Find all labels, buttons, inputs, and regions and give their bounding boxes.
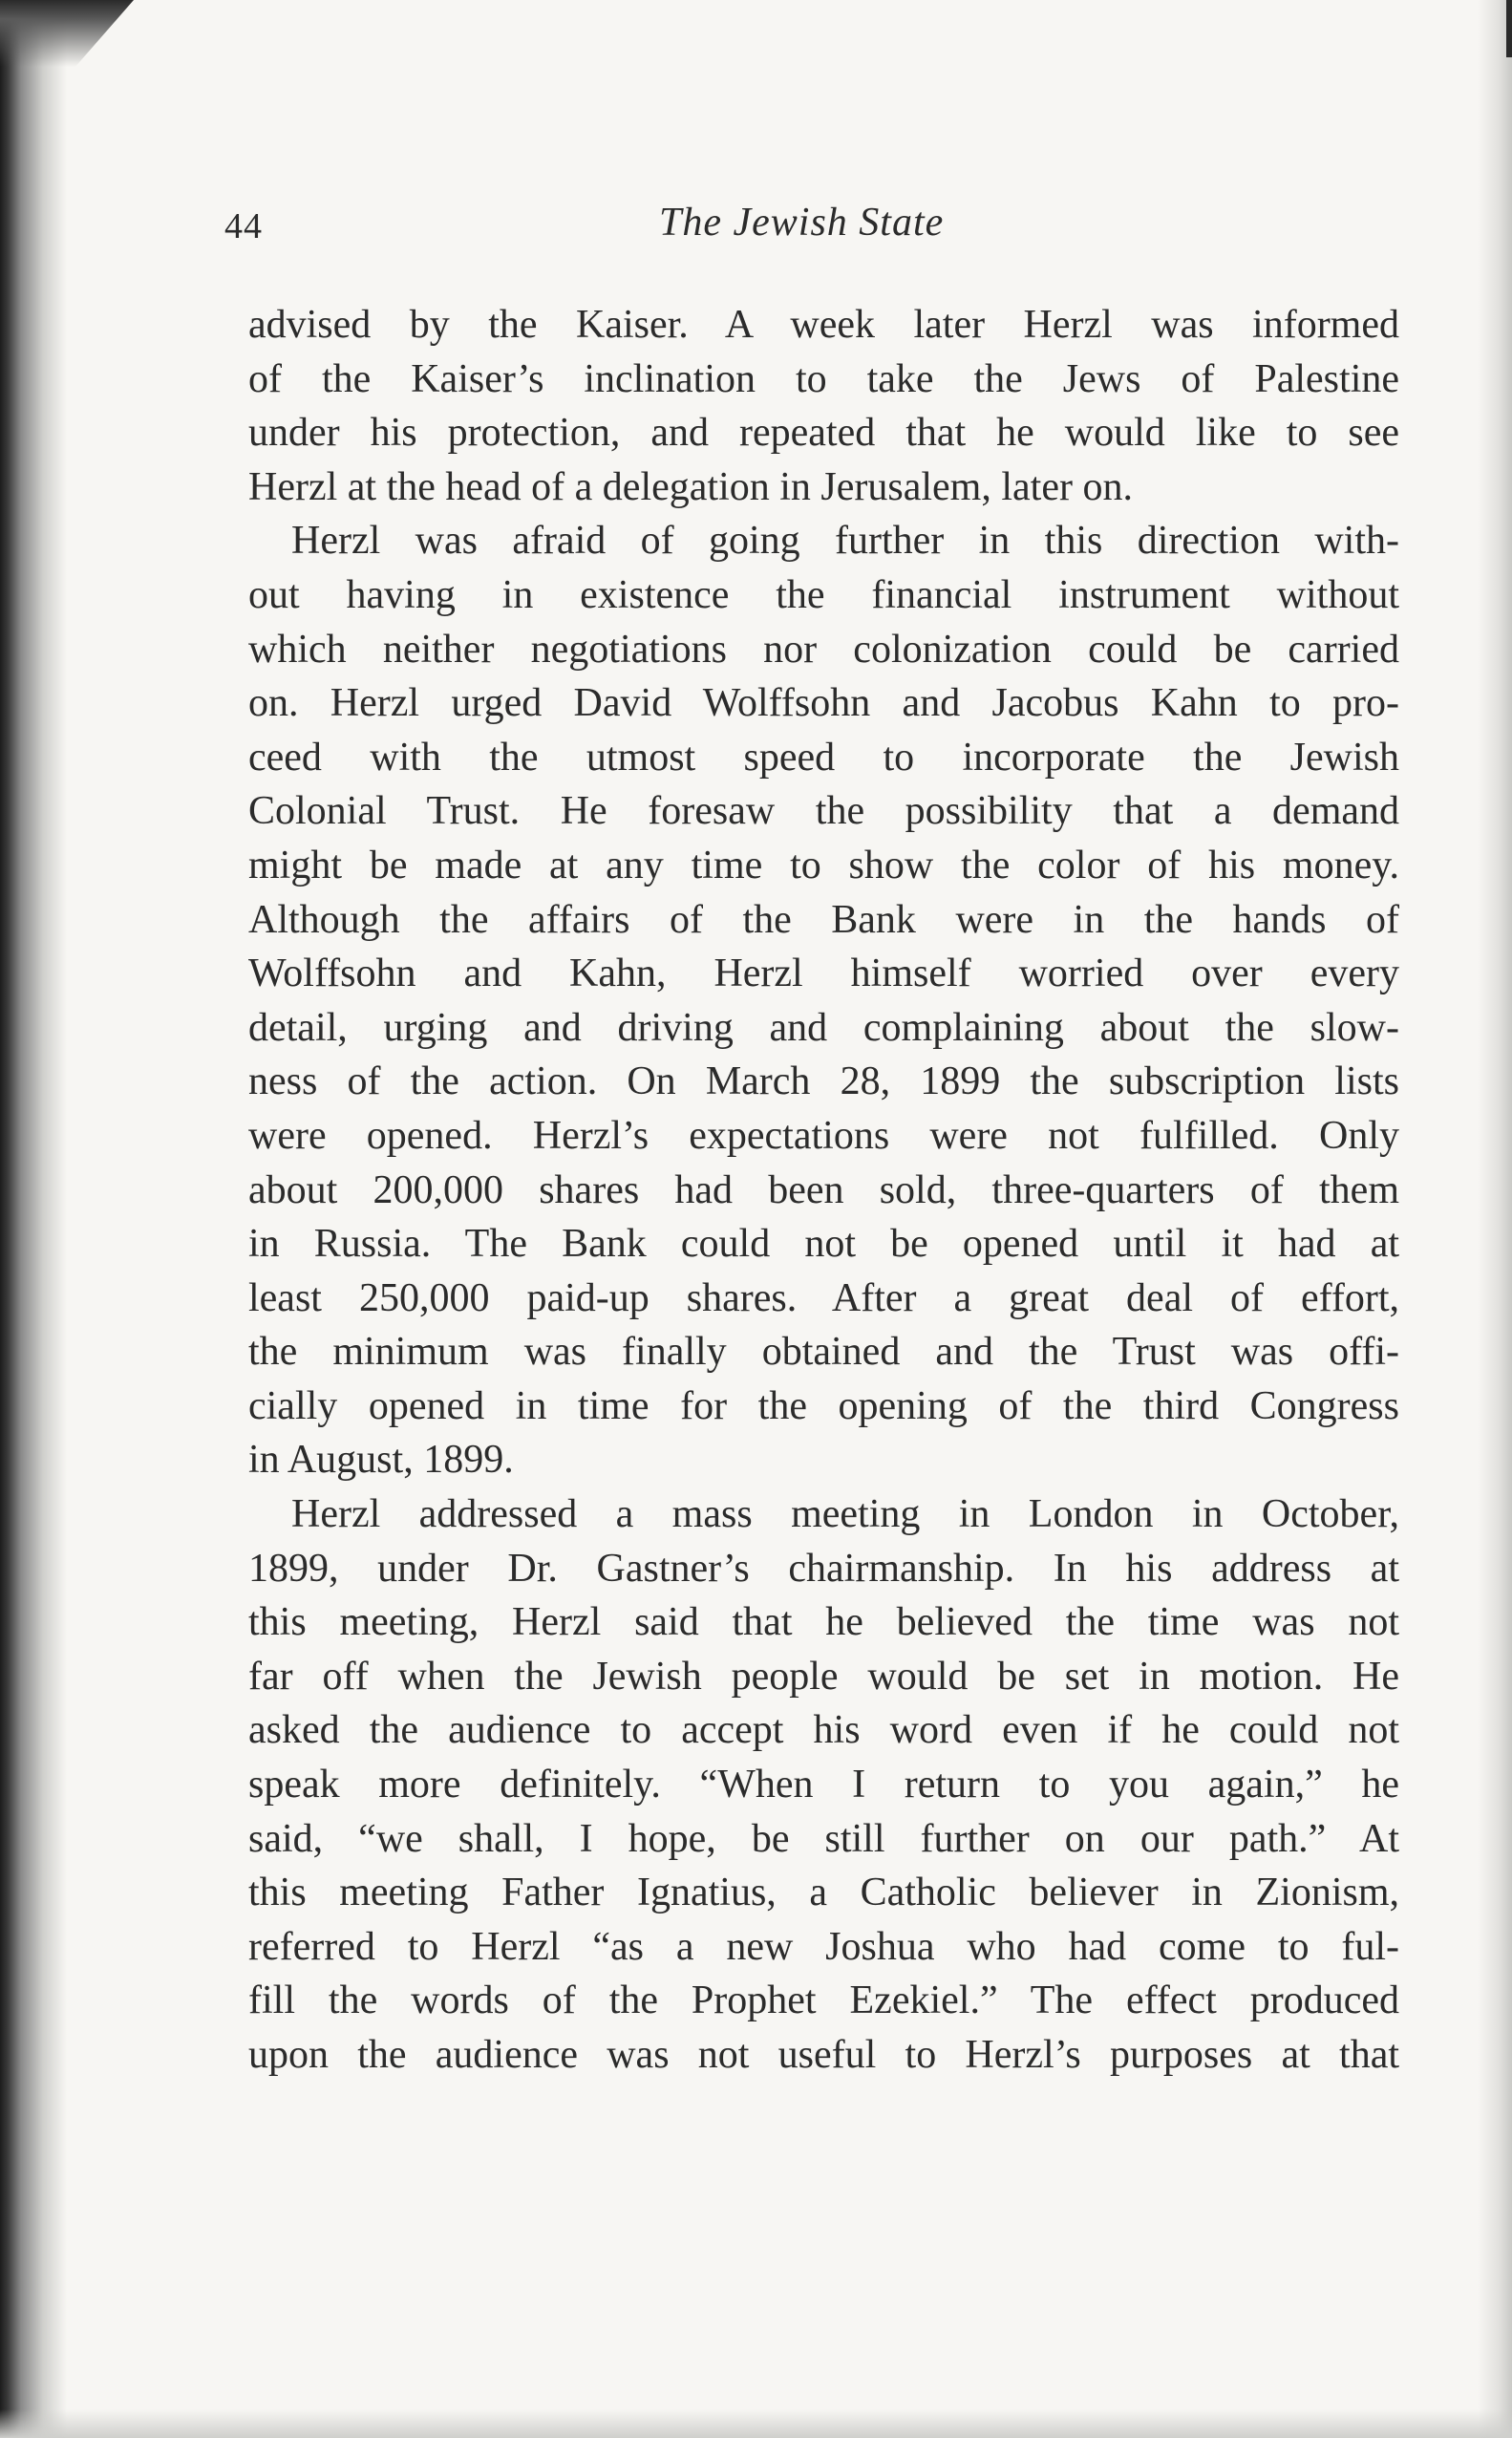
text-line: in Russia. The Bank could not be opened until it had at: [248, 1222, 1399, 1267]
text-line: this meeting Father Ignatius, a Catholic believer in Zionism,: [248, 1871, 1399, 1915]
text-line: Wolffsohn and Kahn, Herzl himself worried over every: [248, 952, 1399, 996]
text-line: under his protection, and repeated that he would like to see: [248, 411, 1399, 456]
text-line: were opened. Herzl’s expectations were not fulfilled. Only: [248, 1113, 1399, 1158]
text-line: Although the affairs of the Bank were in the hands of: [248, 897, 1399, 942]
text-line: fill the words of the Prophet Ezekiel.” The effect produced: [248, 1978, 1399, 2023]
text-line: Herzl addressed a mass meeting in London in October,: [291, 1492, 1399, 1537]
text-line: might be made at any time to show the color of his money.: [248, 843, 1399, 888]
text-line: of the Kaiser’s inclination to take the Jews of Palestine: [248, 356, 1399, 401]
text-line: Herzl at the head of a delegation in Jerusalem, later on.: [248, 464, 1133, 509]
text-line: ceed with the utmost speed to incorporate the Jewish: [248, 735, 1399, 780]
text-line: 1899, under Dr. Gastner’s chairmanship. In his address at: [248, 1546, 1399, 1591]
paragraph-2: [248, 514, 1399, 1487]
text-line: speak more definitely. “When I return to you again,” he: [248, 1763, 1399, 1807]
text-line: about 200,000 shares had been sold, three-quarters of them: [248, 1167, 1399, 1212]
binding-shadow: [0, 0, 67, 2438]
page-number: 44: [224, 206, 263, 246]
text-line: out having in existence the financial instrument without: [248, 572, 1399, 617]
text-line: which neither negotiations nor colonization could be carried: [248, 627, 1399, 672]
text-line: asked the audience to accept his word even if he could not: [248, 1708, 1399, 1753]
text-line: referred to Herzl “as a new Joshua who had come to ful-: [248, 1924, 1399, 1969]
text-line: on. Herzl urged David Wolffsohn and Jacobus Kahn to pro-: [248, 681, 1399, 726]
running-title: The Jewish State: [659, 201, 945, 245]
page-header: [224, 196, 1399, 253]
text-line: this meeting, Herzl said that he believed the time was not: [248, 1600, 1399, 1645]
text-line: far off when the Jewish people would be set in motion. He: [248, 1654, 1399, 1699]
text-line: advised by the Kaiser. A week later Herzl was informed: [248, 303, 1399, 347]
body-text: [248, 298, 1399, 2083]
text-line: detail, urging and driving and complaining about the slow-: [248, 1005, 1399, 1050]
paragraph-3: [248, 1487, 1399, 2083]
page-bottom-edge: [0, 2409, 1512, 2438]
paragraph-1: [248, 298, 1399, 514]
text-line: the minimum was finally obtained and the Trust was offi-: [248, 1330, 1399, 1375]
page-edge: [1478, 0, 1512, 2438]
text-line: upon the audience was not useful to Herzl’s purposes at that: [248, 2033, 1399, 2077]
corner-shadow: [0, 0, 134, 153]
text-line: in August, 1899.: [248, 1438, 514, 1483]
text-line: cially opened in time for the opening of the third Congress: [248, 1383, 1399, 1428]
text-line: Colonial Trust. He foresaw the possibility that a demand: [248, 789, 1399, 834]
text-line: Herzl was afraid of going further in this direction with-: [291, 519, 1399, 564]
text-line: said, “we shall, I hope, be still further on our path.” At: [248, 1816, 1399, 1861]
edge-mark: [1506, 0, 1512, 57]
text-line: ness of the action. On March 28, 1899 the subscription lists: [248, 1059, 1399, 1104]
text-line: least 250,000 paid-up shares. After a great deal of effort,: [248, 1275, 1399, 1320]
